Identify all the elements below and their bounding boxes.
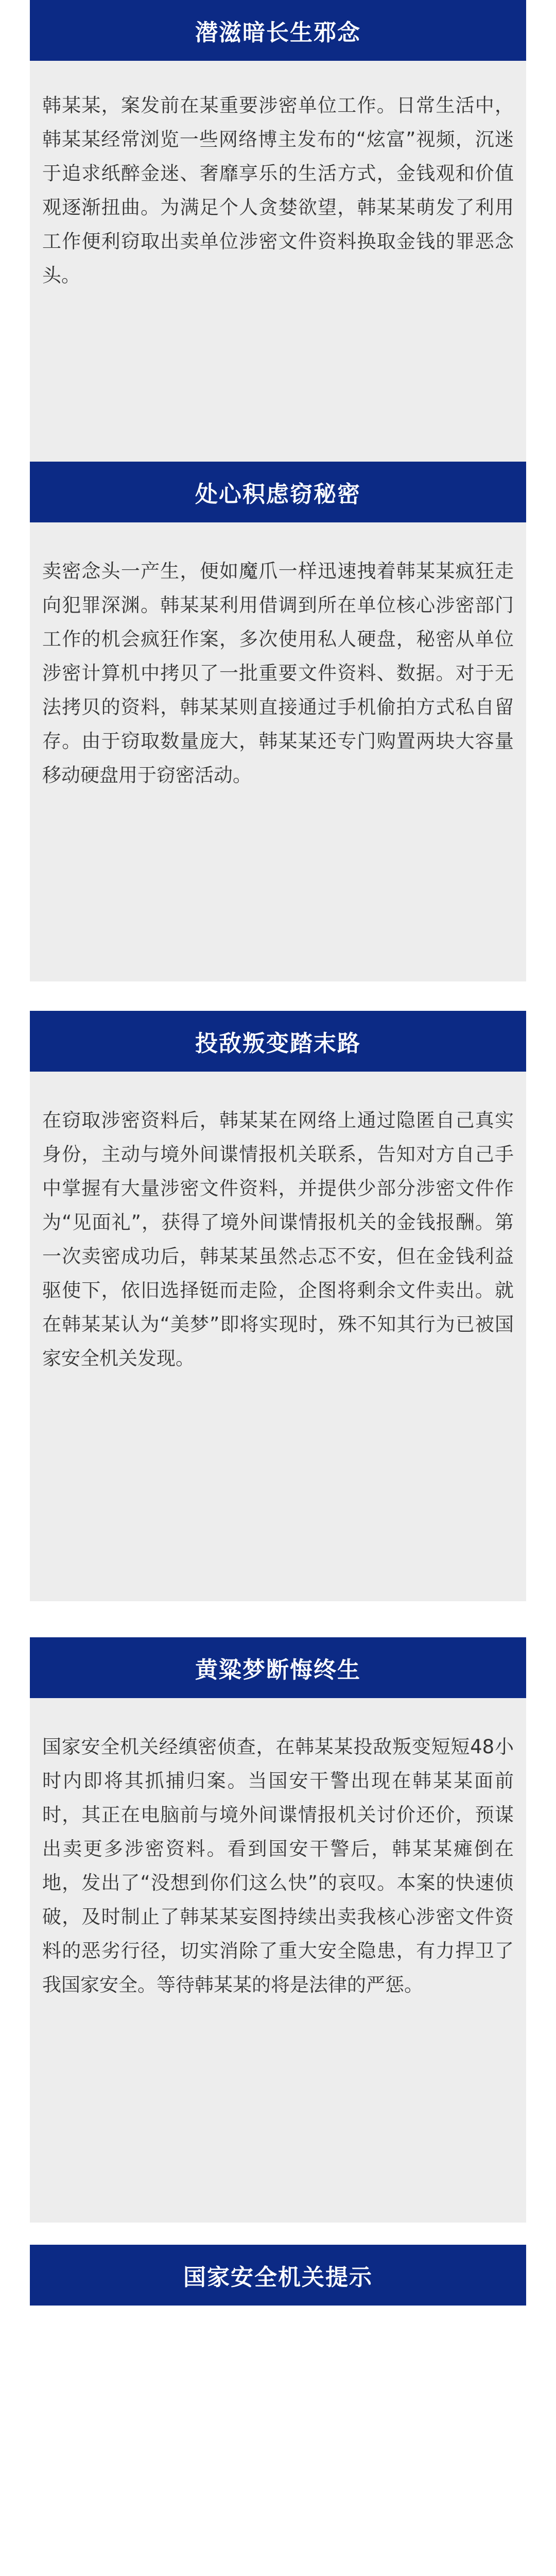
section-title: 投敌叛变踏末路 xyxy=(195,1030,361,1057)
paragraph: 在窃取涉密资料后，韩某某在网络上通过隐匿自己真实身份，主动与境外间谍情报机关联系，告知对方自己手中掌握有大量涉密文件资料，并提供少部分涉密文件作为“见面礼”，获得了境外间谍情报机关的金钱报酬。第一次卖密成功后，韩某某虽然忐忑不安，但在金钱利益驱使下，依旧选择铤而走险，企图将剩余文件卖出。就在韩某某认为“美梦”即将实现时，殊不知其行为已被国家安全机关发现。 xyxy=(42,1109,514,1369)
section-4 xyxy=(30,1637,526,2223)
section-body xyxy=(42,61,514,293)
section-title: 潜滋暗长生邪念 xyxy=(195,20,361,46)
section-5 xyxy=(30,2245,526,2576)
paragraph: 韩某某，案发前在某重要涉密单位工作。日常生活中，韩某某经常浏览一些网络博主发布的“炫富”视频，沉迷于追求纸醉金迷、奢靡享乐的生活方式，金钱观和价值观逐渐扭曲。为满足个人贪婪欲望，韩某某萌发了利用工作便利窃取出卖单位涉密文件资料换取金钱的罪恶念头。 xyxy=(42,94,514,286)
section-title: 黄粱梦断悔终生 xyxy=(195,1657,361,1683)
section-body xyxy=(42,1698,514,2002)
paragraph: 国家安全机关经缜密侦查，在韩某某投敌叛变短短48小时内即将其抓捕归案。当国安干警出现在韩某某面前时，其正在电脑前与境外间谍情报机关讨价还价，预谋出卖更多涉密资料。看到国安干警后，韩某某瘫倒在地，发出了“没想到你们这么快”的哀叹。本案的快速侦破，及时制止了韩某某妄图持续出卖我核心涉密文件资料的恶劣行径，切实消除了重大安全隐患，有力捍卫了我国家安全。等待韩某某的将是法律的严惩。 xyxy=(42,1736,514,1996)
section-3 xyxy=(30,1011,526,1601)
section-body xyxy=(42,522,514,792)
section-title: 国家安全机关提示 xyxy=(183,2264,373,2291)
section-title: 处心积虑窃秘密 xyxy=(195,481,361,507)
section-header xyxy=(30,0,526,61)
section-header xyxy=(30,1011,526,1072)
paragraph: 卖密念头一产生，便如魔爪一样迅速拽着韩某某疯狂走向犯罪深渊。韩某某利用借调到所在单位核心涉密部门工作的机会疯狂作案，多次使用私人硬盘，秘密从单位涉密计算机中拷贝了一批重要文件资料、数据。对于无法拷贝的资料，韩某某则直接通过手机偷拍方式私自留存。由于窃取数量庞大，韩某某还专门购置两块大容量移动硬盘用于窃密活动。 xyxy=(42,560,514,786)
section-header xyxy=(30,2245,526,2306)
section-2 xyxy=(30,462,526,981)
section-header xyxy=(30,462,526,522)
section-1 xyxy=(30,0,526,464)
section-header xyxy=(30,1637,526,1698)
section-body xyxy=(42,1072,514,1376)
